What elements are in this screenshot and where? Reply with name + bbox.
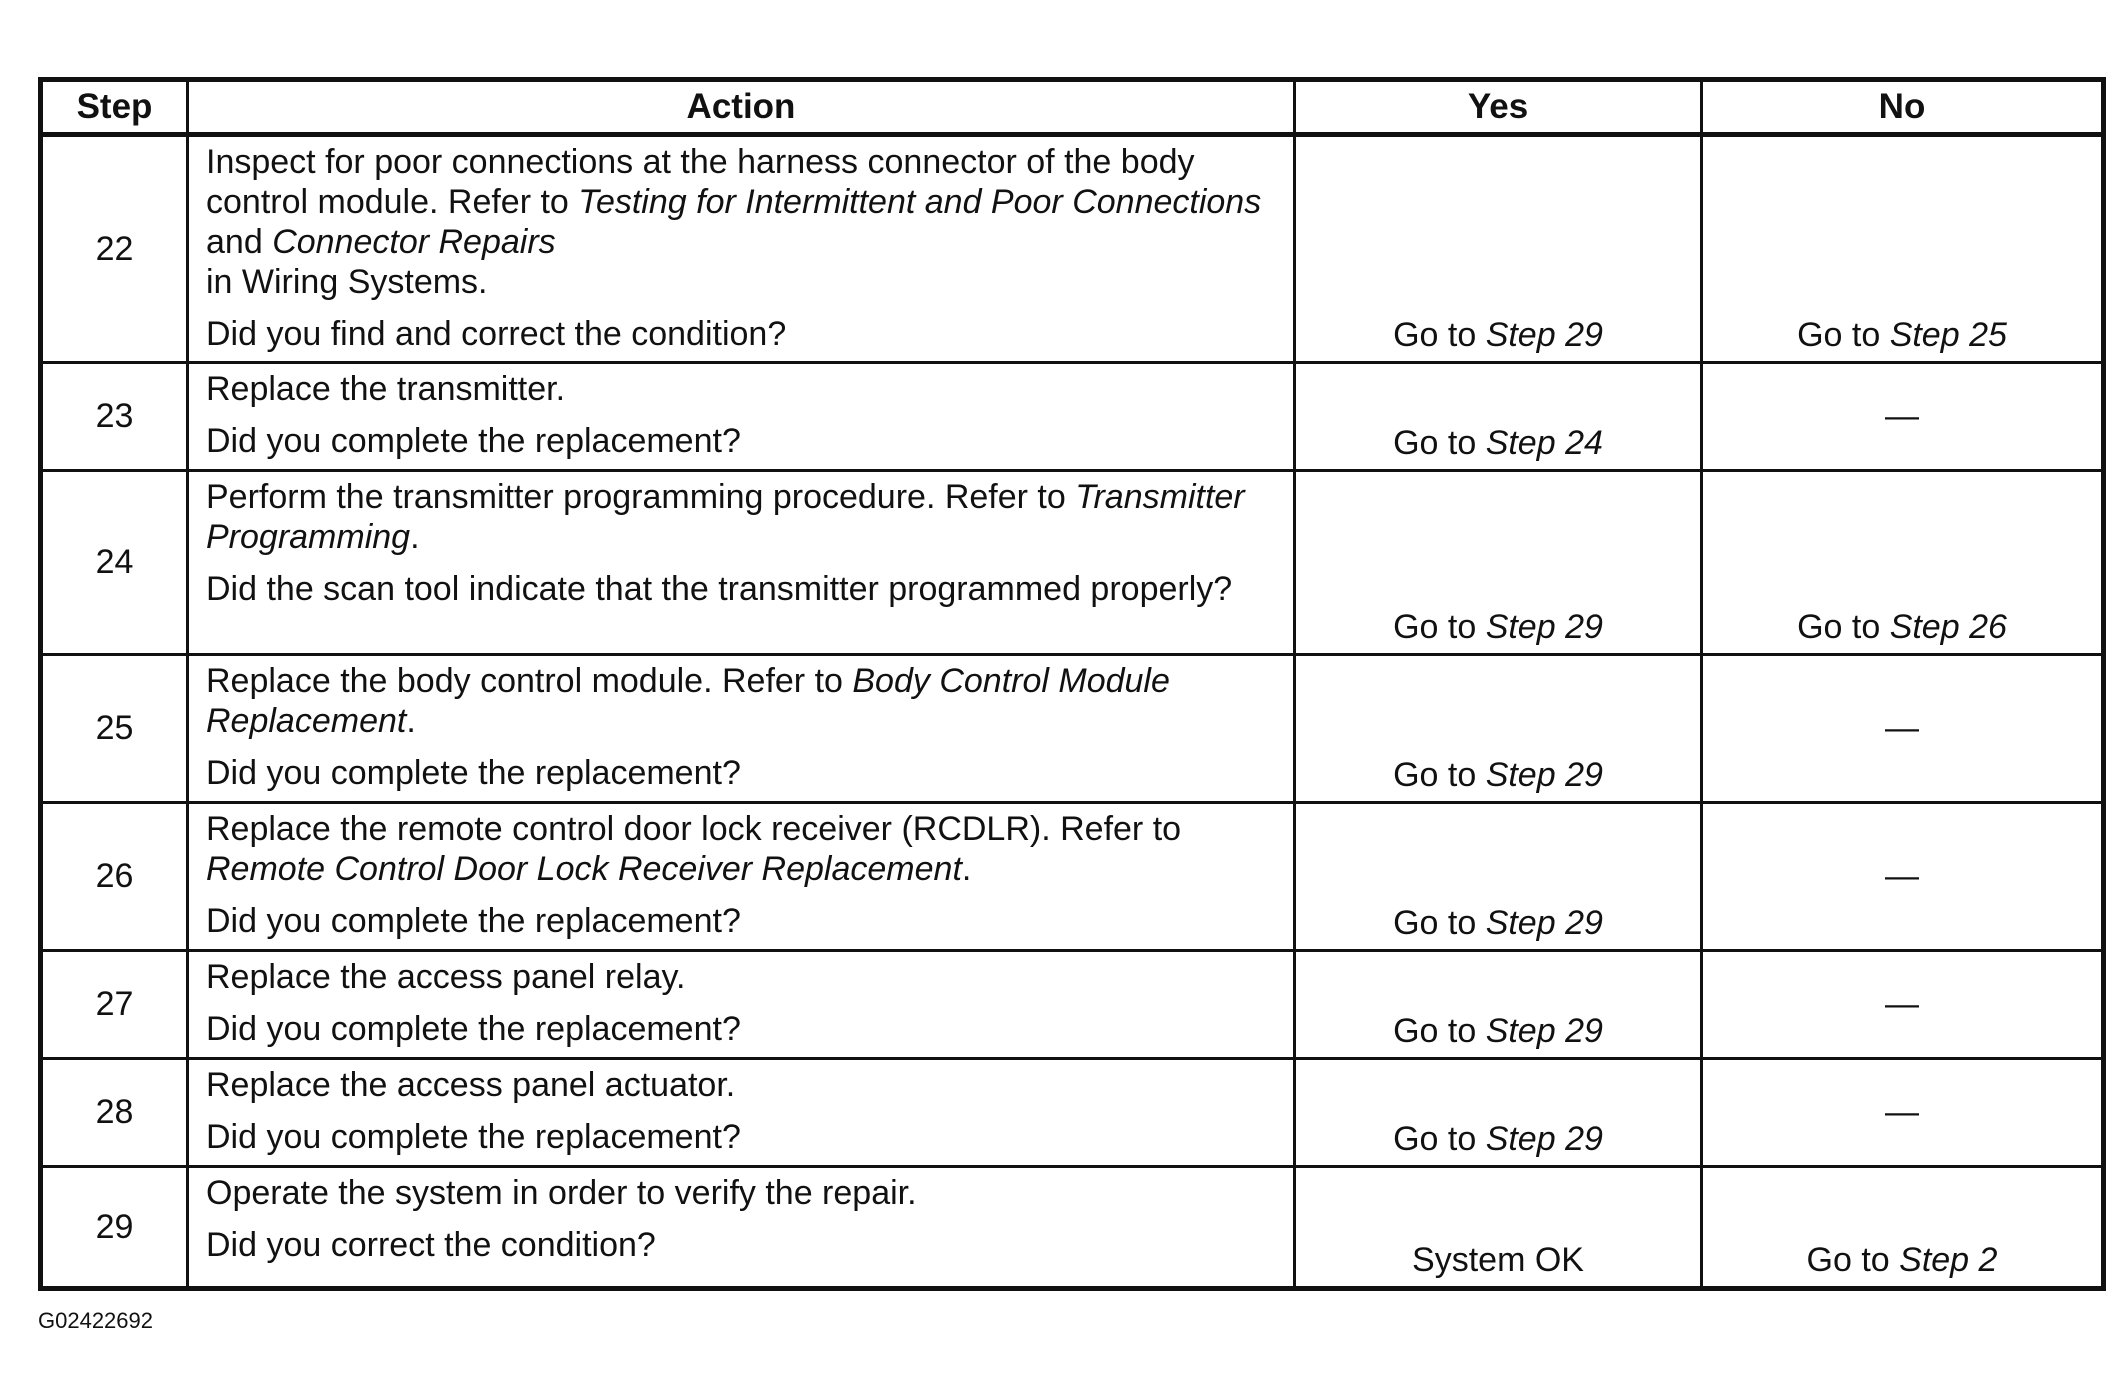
no-result-text: — (1885, 709, 1919, 747)
header-no: No (1702, 80, 2104, 135)
yes-result-text: Go to (1393, 316, 1486, 354)
action-text (206, 1065, 1279, 1105)
reference-text: Body Control Module Replacement (206, 662, 1170, 740)
action-text (206, 142, 1279, 262)
yes-step-reference: Step 29 (1485, 316, 1603, 354)
yes-result (1295, 1059, 1702, 1167)
table-body (41, 135, 2104, 1289)
action-segment: Replace the access panel actuator. (206, 1066, 736, 1104)
table-header-row (41, 80, 2104, 135)
header-step: Step (41, 80, 188, 135)
action-segment: Operate the system in order to verify the repair. (206, 1174, 917, 1212)
yes-result-text: Go to (1393, 1120, 1486, 1158)
reference-text: Remote Control Door Lock Receiver Replacement (206, 850, 962, 888)
action-segment: Replace the transmitter. (206, 370, 566, 408)
no-result (1702, 1059, 2104, 1167)
no-result-text: — (1885, 985, 1919, 1023)
step-number: 23 (41, 363, 188, 471)
table-row (41, 363, 2104, 471)
yes-result-text: Go to (1393, 756, 1486, 794)
action-cell (188, 1059, 1295, 1167)
yes-step-reference: Step 29 (1485, 1120, 1603, 1158)
no-result-text: Go to (1797, 316, 1890, 354)
step-number: 29 (41, 1167, 188, 1289)
no-step-reference: Step 2 (1899, 1241, 1998, 1279)
no-step-reference: Step 25 (1889, 316, 2007, 354)
action-cell (188, 471, 1295, 655)
table-row (41, 135, 2104, 363)
no-result (1702, 803, 2104, 951)
action-segment: Perform the transmitter programming procedure. Refer to (206, 478, 1076, 516)
no-step-reference: Step 26 (1889, 608, 2007, 646)
yes-result (1295, 135, 1702, 363)
action-text (206, 957, 1279, 997)
table-row (41, 655, 2104, 803)
action-segment: and (206, 223, 273, 261)
reference-text: Transmitter Programming (206, 478, 1245, 556)
yes-result (1295, 655, 1702, 803)
action-segment: Replace the body control module. Refer to (206, 662, 853, 700)
action-text (206, 1173, 1279, 1213)
no-result-text: — (1885, 1093, 1919, 1131)
no-result-text: — (1885, 857, 1919, 895)
action-segment: Replace the remote control door lock receiver (RCDLR). Refer to (206, 810, 1182, 848)
question-text: Did you complete the replacement? (206, 422, 741, 460)
yes-result-text: Go to (1393, 424, 1486, 462)
yes-step-reference: Step 29 (1485, 608, 1603, 646)
action-cell (188, 951, 1295, 1059)
question-text: Did you find and correct the condition? (206, 315, 787, 353)
table-row (41, 471, 2104, 655)
question-text: Did you complete the replacement? (206, 1118, 741, 1156)
yes-result (1295, 471, 1702, 655)
yes-result (1295, 363, 1702, 471)
step-number: 26 (41, 803, 188, 951)
header-yes: Yes (1295, 80, 1702, 135)
action-segment: Inspect for poor connections at the harness connector of the body control module. Refer to (206, 143, 1195, 221)
yes-result (1295, 951, 1702, 1059)
table-row (41, 803, 2104, 951)
action-cell (188, 655, 1295, 803)
header-action: Action (188, 80, 1295, 135)
yes-step-reference: Step 29 (1485, 1012, 1603, 1050)
table-row (41, 951, 2104, 1059)
question-text: Did you complete the replacement? (206, 1010, 741, 1048)
yes-result-text: Go to (1393, 904, 1486, 942)
yes-step-reference: Step 29 (1485, 756, 1603, 794)
step-number: 22 (41, 135, 188, 363)
yes-result (1295, 803, 1702, 951)
step-number: 28 (41, 1059, 188, 1167)
no-result (1702, 471, 2104, 655)
action-text (206, 477, 1279, 557)
action-text (206, 661, 1279, 741)
action-cell (188, 803, 1295, 951)
step-number: 27 (41, 951, 188, 1059)
action-cell (188, 1167, 1295, 1289)
action-segment: . (961, 850, 972, 888)
reference-text: Connector Repairs (272, 223, 556, 261)
no-result (1702, 135, 2104, 363)
figure-id: G02422692 (38, 1308, 153, 1333)
no-result (1702, 1167, 2104, 1289)
step-number: 24 (41, 471, 188, 655)
action-cell (188, 363, 1295, 471)
action-text (206, 369, 1279, 409)
no-result (1702, 655, 2104, 803)
action-text (206, 262, 1279, 302)
step-number: 25 (41, 655, 188, 803)
action-segment: in Wiring Systems. (206, 263, 488, 301)
no-result-text: — (1885, 397, 1919, 435)
reference-text: Testing for Intermittent and Poor Connections (578, 183, 1262, 221)
action-segment: . (406, 702, 416, 740)
no-result (1702, 363, 2104, 471)
yes-result-text: Go to (1393, 1012, 1486, 1050)
action-cell (188, 135, 1295, 363)
no-result (1702, 951, 2104, 1059)
yes-result-text: Go to (1393, 608, 1486, 646)
yes-step-reference: Step 29 (1485, 904, 1603, 942)
yes-result (1295, 1167, 1702, 1289)
yes-step-reference: Step 24 (1485, 424, 1603, 462)
question-text: Did you complete the replacement? (206, 902, 741, 940)
action-text (206, 809, 1279, 889)
table-row (41, 1059, 2104, 1167)
no-result-text: Go to (1806, 1241, 1900, 1279)
question-text: Did you complete the replacement? (206, 754, 741, 792)
question-text: Did the scan tool indicate that the transmitter programmed properly? (206, 570, 1233, 608)
question-text: Did you correct the condition? (206, 1226, 656, 1264)
no-result-text: Go to (1797, 608, 1890, 646)
table-row (41, 1167, 2104, 1289)
diagnostic-table (38, 77, 2106, 1291)
action-segment: Replace the access panel relay. (206, 958, 686, 996)
action-segment: . (410, 518, 420, 556)
yes-result-text: System OK (1412, 1241, 1584, 1279)
